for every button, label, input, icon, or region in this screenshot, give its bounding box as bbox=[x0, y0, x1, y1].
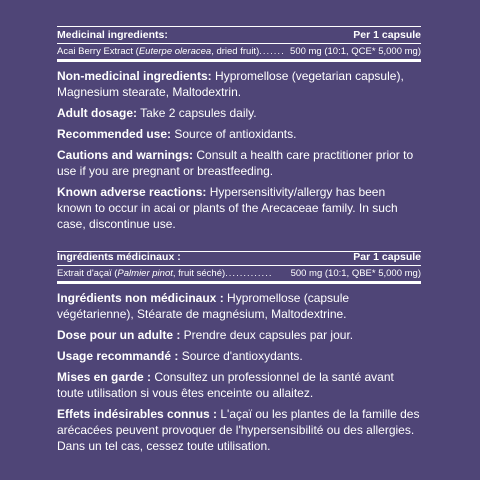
leader-dots: ....... bbox=[259, 46, 285, 57]
top-rule bbox=[57, 26, 421, 27]
recommended-use-paragraph: Recommended use: Source of antioxidants. bbox=[57, 127, 297, 141]
ingredients-medicinaux-heading: Ingrédients médicinaux : bbox=[57, 251, 181, 263]
french-header-rule bbox=[57, 265, 421, 266]
par-capsule-heading: Par 1 capsule bbox=[353, 251, 421, 263]
french-leader-dots: ............. bbox=[225, 268, 273, 279]
french-ingredient-row bbox=[57, 267, 421, 280]
adverse-reactions-paragraph: Known adverse reactions: Hypersensitivity/allergy has been known to occur in acai or plants of the Arecaceae family. In such case, discontinue use. bbox=[57, 185, 398, 231]
dosage-paragraph: Adult dosage: Take 2 capsules daily. bbox=[57, 106, 257, 120]
medicinal-ingredients-heading: Medicinal ingredients: bbox=[57, 29, 168, 41]
ingredient-name: Acai Berry Extract (Euterpe oleracea, dried fruit) bbox=[57, 46, 260, 57]
english-header-row bbox=[57, 29, 421, 42]
usage-paragraph: Usage recommandé : Source d'antioxydants. bbox=[57, 349, 303, 363]
cautions-paragraph: Cautions and warnings: Consult a health care practitioner prior to use if you are pregnant or breastfeeding. bbox=[57, 148, 414, 178]
french-ingredient-rule bbox=[57, 281, 421, 284]
per-capsule-heading: Per 1 capsule bbox=[353, 29, 421, 41]
english-panel bbox=[57, 29, 421, 237]
french-ingredient-amount: 500 mg (10:1, QBE* 5,000 mg) bbox=[290, 268, 421, 279]
french-panel bbox=[57, 251, 421, 459]
non-medicinal-paragraph: Non-medicinal ingredients: Hypromellose (vegetarian capsule), Magnesium stearate, Maltodextrin. bbox=[57, 69, 404, 99]
dose-paragraph: Dose pour un adulte : Prendre deux capsules par jour. bbox=[57, 328, 354, 342]
french-header-row bbox=[57, 251, 421, 264]
ingredient-rule bbox=[57, 59, 421, 62]
header-rule bbox=[57, 43, 421, 44]
ingredient-row bbox=[57, 45, 421, 58]
effets-indesirables-paragraph: Effets indésirables connus : L'açaï ou les plantes de la famille des arécacées peuvent provoquer de l'hypersensibilité ou des allergies. Dans un tel cas, cessez toute utilisation. bbox=[57, 407, 420, 453]
french-ingredient-name: Extrait d'açaï (Palmier pinot, fruit séché) bbox=[57, 268, 226, 279]
ingredients-non-medicinaux-paragraph: Ingrédients non médicinaux : Hypromellose (capsule végétarienne), Stéarate de magnésium, Maltodextrine. bbox=[57, 291, 350, 321]
mises-en-garde-paragraph: Mises en garde : Consultez un professionnel de la santé avant toute utilisation si vous êtes enceinte ou allaitez. bbox=[57, 370, 394, 400]
ingredient-amount: 500 mg (10:1, QCE* 5,000 mg) bbox=[290, 46, 421, 57]
